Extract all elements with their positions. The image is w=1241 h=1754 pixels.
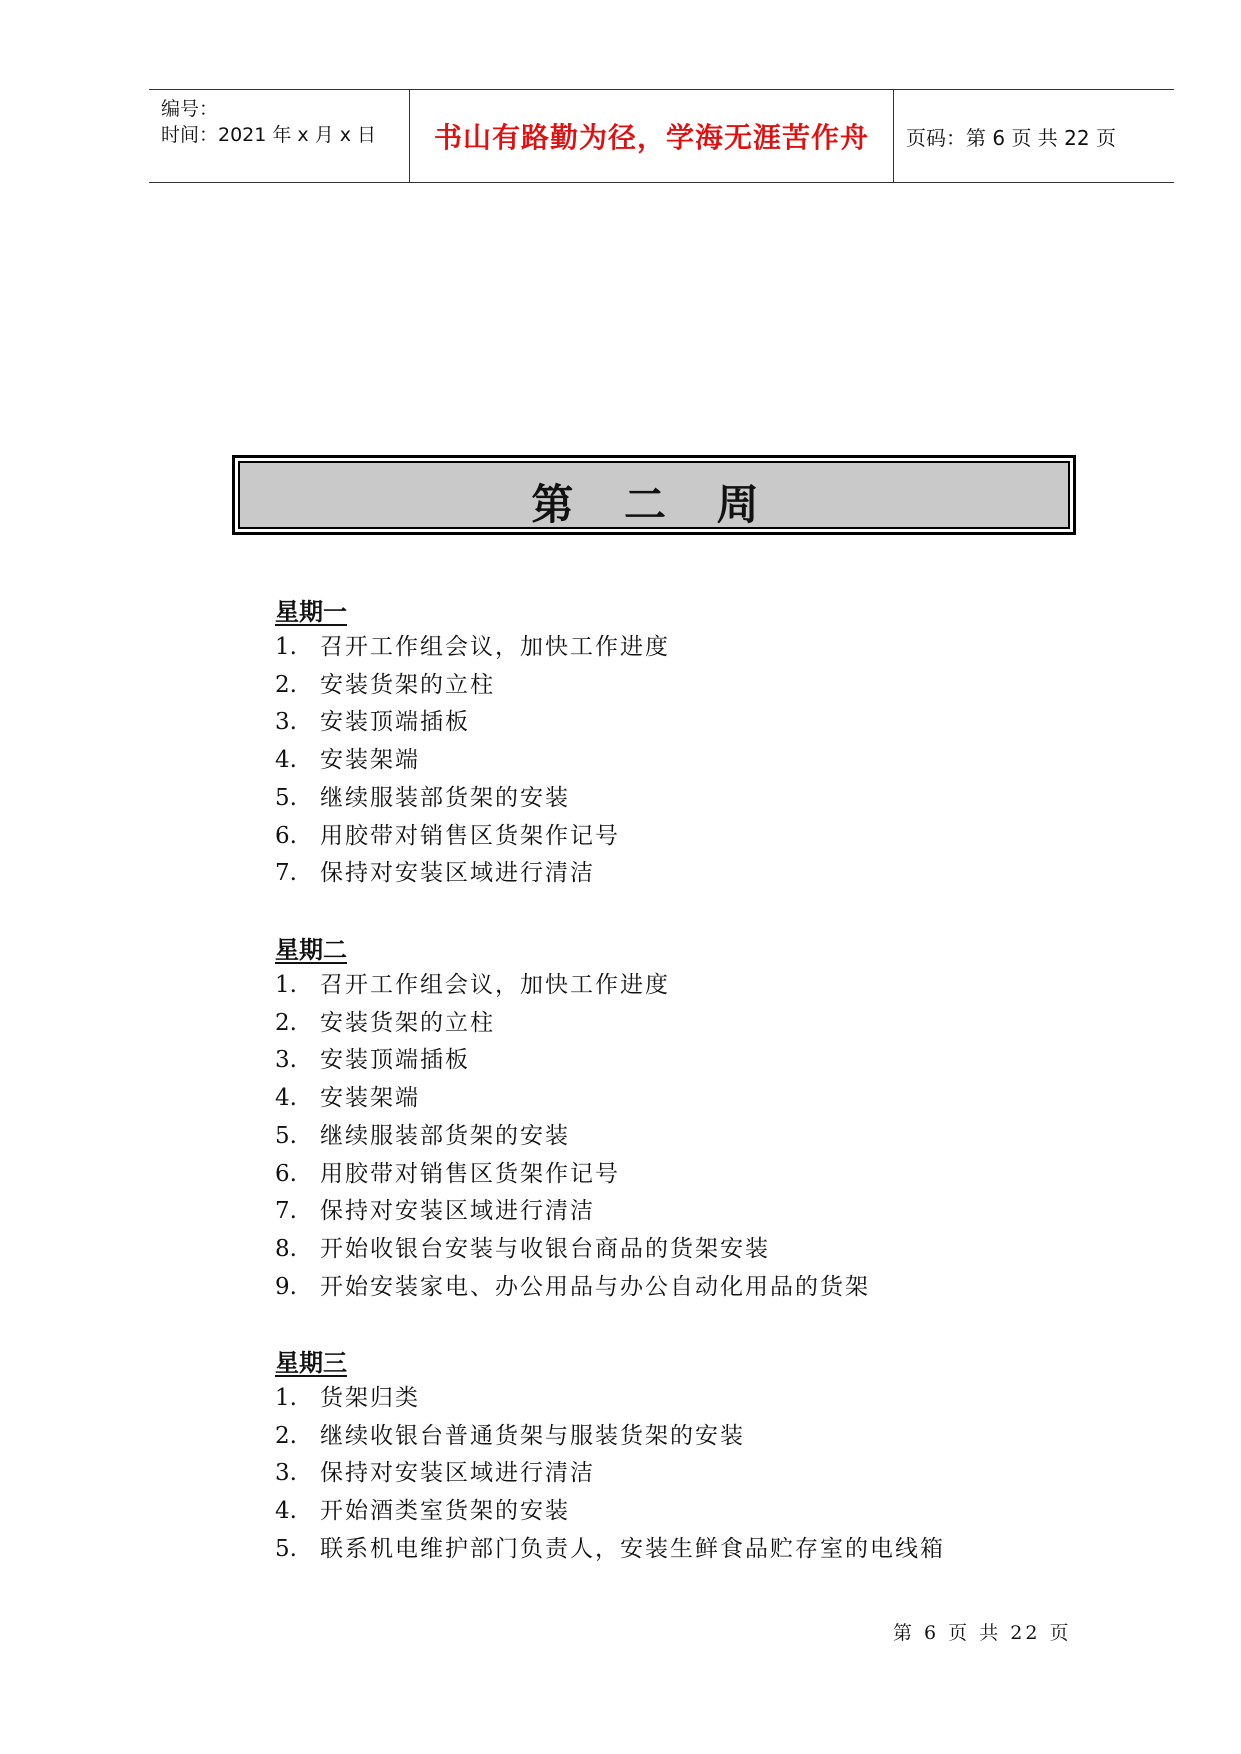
list-item-number: 3. — [275, 1047, 297, 1074]
list-item — [275, 1155, 620, 1188]
list-item-number: 2. — [275, 1422, 297, 1449]
list-item-number: 2. — [275, 671, 297, 698]
list-item-text: 联系机电维护部门负责人，安装生鲜食品贮存室的电线箱 — [320, 1535, 945, 1562]
list-item-number: 4. — [275, 1085, 297, 1112]
list-item-number: 7. — [275, 860, 297, 887]
page-header — [149, 89, 1174, 183]
list-item-text: 召开工作组会议，加快工作进度 — [320, 972, 670, 998]
page-footer: 第 6 页 共 22 页 — [893, 1622, 1072, 1644]
list-item-number: 8. — [275, 1235, 297, 1262]
list-item — [275, 1379, 420, 1412]
list-item-text: 保持对安装区域进行清洁 — [320, 860, 595, 887]
list-item-number: 3. — [275, 1460, 297, 1487]
list-item — [275, 1079, 420, 1112]
list-item — [275, 1530, 945, 1563]
list-item — [275, 854, 595, 887]
list-item — [275, 741, 420, 774]
day-heading: 星期一 — [275, 597, 347, 626]
list-item-text: 继续服装部货架的安装 — [320, 784, 570, 811]
header-page-cell — [894, 90, 1174, 182]
list-item-text: 安装货架的立柱 — [320, 1009, 495, 1036]
header-motto-cell — [409, 90, 894, 182]
list-item — [275, 1230, 770, 1263]
list-item-text: 保持对安装区域进行清洁 — [320, 1198, 595, 1225]
list-item-number: 1. — [275, 634, 297, 660]
list-item-number: 2. — [275, 1009, 297, 1036]
list-item-text: 开始酒类室货架的安装 — [320, 1498, 570, 1525]
list-item — [275, 1454, 595, 1487]
list-item-text: 继续服装部货架的安装 — [320, 1122, 570, 1149]
list-item — [275, 628, 670, 661]
list-item — [275, 779, 570, 812]
list-item-text: 用胶带对销售区货架作记号 — [320, 822, 620, 849]
week-banner — [232, 455, 1076, 535]
list-item-number: 9. — [275, 1273, 297, 1300]
motto: 书山有路勤为径，学海无涯苦作舟 — [433, 121, 869, 154]
list-item — [275, 966, 670, 999]
list-item-text: 安装架端 — [320, 1085, 420, 1112]
list-item-number: 3. — [275, 709, 297, 736]
day-heading: 星期二 — [275, 935, 347, 964]
day-heading: 星期三 — [275, 1348, 347, 1377]
list-item — [275, 703, 470, 736]
list-item-text: 安装货架的立柱 — [320, 671, 495, 698]
list-item-text: 安装顶端插板 — [320, 1047, 470, 1074]
header-info-cell — [149, 90, 409, 182]
list-item-text: 货架归类 — [320, 1385, 420, 1411]
list-item — [275, 1268, 870, 1301]
list-item-number: 5. — [275, 1122, 297, 1149]
list-item — [275, 666, 495, 699]
list-item-number: 6. — [275, 1160, 297, 1187]
list-item-number: 1. — [275, 1385, 297, 1411]
week-title: 第 二 周 — [531, 480, 777, 529]
list-item — [275, 1041, 470, 1074]
list-item — [275, 1192, 595, 1225]
list-item-number: 4. — [275, 1498, 297, 1525]
list-item-text: 保持对安装区域进行清洁 — [320, 1460, 595, 1487]
list-item — [275, 1004, 495, 1037]
list-item-text: 开始安装家电、办公用品与办公自动化用品的货架 — [320, 1273, 870, 1300]
list-item-text: 安装架端 — [320, 747, 420, 774]
list-item-text: 继续收银台普通货架与服装货架的安装 — [320, 1422, 745, 1449]
list-item-number: 4. — [275, 747, 297, 774]
date-text: 时间：2021 年 x 月 x 日 — [161, 124, 377, 146]
list-item-text: 安装顶端插板 — [320, 709, 470, 736]
list-item-text: 用胶带对销售区货架作记号 — [320, 1160, 620, 1187]
list-item-number: 5. — [275, 1535, 297, 1562]
list-item-text: 开始收银台安装与收银台商品的货架安装 — [320, 1235, 770, 1262]
list-item — [275, 817, 620, 850]
list-item-number: 5. — [275, 784, 297, 811]
list-item-text: 召开工作组会议，加快工作进度 — [320, 634, 670, 660]
serial-label: 编号： — [161, 98, 219, 120]
list-item-number: 7. — [275, 1198, 297, 1225]
list-item — [275, 1417, 745, 1450]
list-item — [275, 1492, 570, 1525]
list-item-number: 1. — [275, 972, 297, 998]
list-item-number: 6. — [275, 822, 297, 849]
header-page-number: 页码：第 6 页 共 22 页 — [906, 125, 1116, 150]
list-item — [275, 1117, 570, 1150]
